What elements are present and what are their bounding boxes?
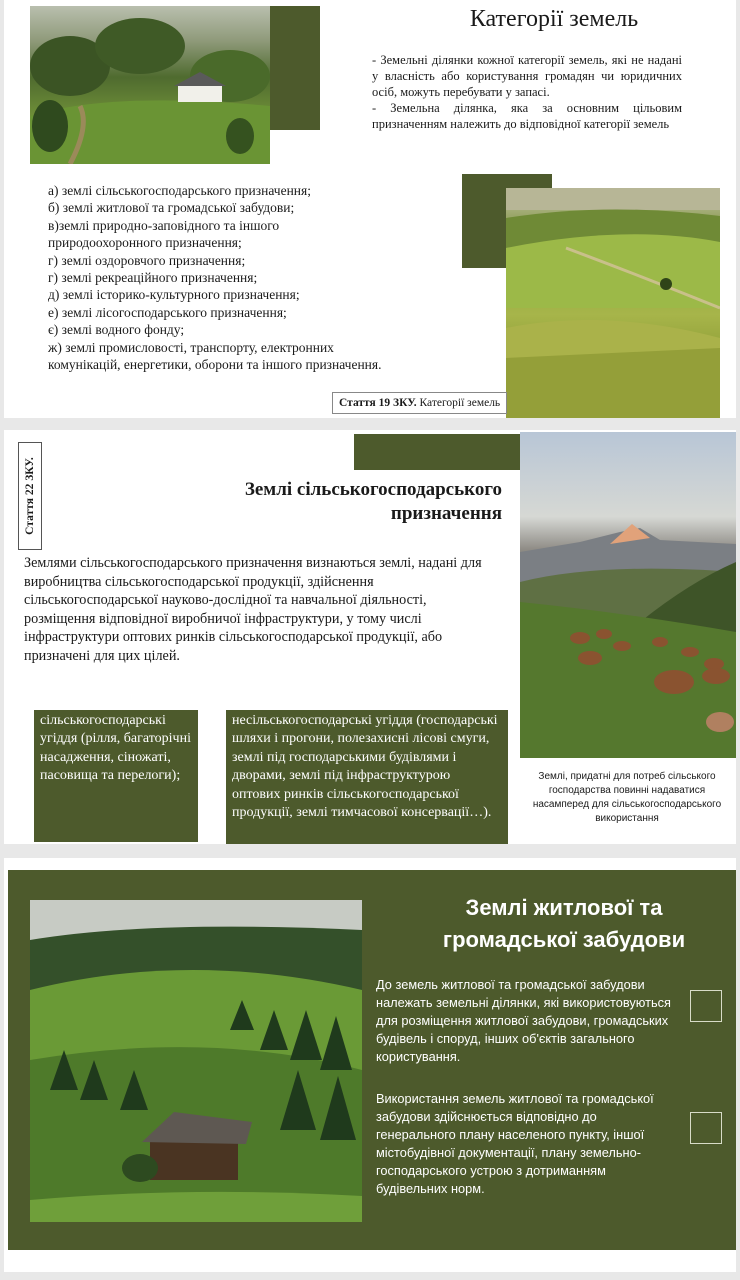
article-tag-text: Стаття 22 ЗКУ.: [24, 457, 36, 535]
definition-paragraph: До земель житлової та громадської забудови належать земельні ділянки, які використовуються для розміщення житлової забудови, громадських будівель і споруд, інших об'єктів загального користування.: [376, 977, 671, 1064]
categories-list: [48, 182, 388, 373]
list-item: в)землі природно-заповідного та іншого природоохоронного призначення;: [48, 217, 280, 251]
outline-square-icon: [690, 990, 722, 1022]
definition-text: Землями сільськогосподарського призначення визнаються землі, надані для виробництва сільськогосподарської продукції, здійснення сільськогосподарської науково-дослідної та навчальної діяльності, розміщення відповідної виробничої інфраструктури, у тому числі інфраструктури оптових ринків сільськогосподарської продукції, або призначені для цих цілей.: [24, 555, 482, 664]
village-meadow-photo: [30, 6, 270, 164]
caption-bold: Стаття 19 ЗКУ.: [339, 397, 417, 409]
outline-square-icon: [690, 1112, 722, 1144]
olive-accent-block: [270, 6, 320, 130]
notes-block: [372, 52, 682, 132]
non-agricultural-lands-box: несільськогосподарські угіддя (господарські шляхи і прогони, полезахисні лісові смуги, землі під господарськими будівлями і дворами, землі під інфраструктурою оптових ринків сільськогосподарської продукції, землі тимчасової консервації…).: [226, 710, 508, 844]
list-item: г) землі рекреаційного призначення;: [48, 270, 258, 286]
section-title: Землі житлової та громадської забудови: [442, 895, 686, 952]
slide-land-categories: [4, 0, 736, 418]
note-item: - Земельні ділянки кожної категорії земель, які не надані у власність або користування громадян чи юридичних осіб, можуть перебувати у запасі.: [372, 53, 682, 99]
alpine-chalet-photo: [30, 900, 362, 1222]
article-tag: [18, 442, 42, 550]
caption-text: Категорії земель: [416, 397, 501, 409]
list-item: є) землі водного фонду;: [48, 322, 185, 338]
section-title: Землі сільськогосподарського призначення: [244, 479, 502, 524]
page-title: Категорії земель: [469, 6, 639, 32]
slide-agricultural-lands: [4, 430, 736, 844]
usage-paragraph: Використання земель житлової та громадської забудови здійснюється відповідно до генерального плану населеного пункту, іншої містобудівної документації, плану земельно-господарського устрою з дотриманням будівельних норм.: [376, 1091, 654, 1196]
article-caption: [332, 392, 507, 414]
list-item: а) землі сільськогосподарського призначення;: [48, 183, 311, 198]
olive-accent-bar: [354, 434, 520, 470]
list-item: д) землі історико-культурного призначення;: [48, 287, 300, 303]
green-fields-photo: [506, 188, 720, 418]
mountain-cows-photo: [520, 432, 736, 758]
slide-residential-lands: [4, 858, 736, 1272]
photo-caption: Землі, придатні для потреб сільського господарства повинні надаватися насамперед для сільськогосподарського використання: [532, 771, 722, 824]
list-item: ж) землі промисловості, транспорту, електронних комунікацій, енергетики, оборони та іншого призначення.: [48, 339, 382, 373]
note-item: - Земельна ділянка, яка за основним цільовим призначенням належить до відповідної категорії земель: [372, 101, 682, 131]
list-item: е) землі лісогосподарського призначення;: [48, 304, 287, 320]
list-item: б) землі житлової та громадської забудови;: [48, 200, 295, 216]
agricultural-lands-box: сільськогосподарські угіддя (рілля, багаторічні насадження, сіножаті, пасовища та перелоги);: [34, 710, 198, 842]
list-item: г) землі оздоровчого призначення;: [48, 252, 246, 268]
